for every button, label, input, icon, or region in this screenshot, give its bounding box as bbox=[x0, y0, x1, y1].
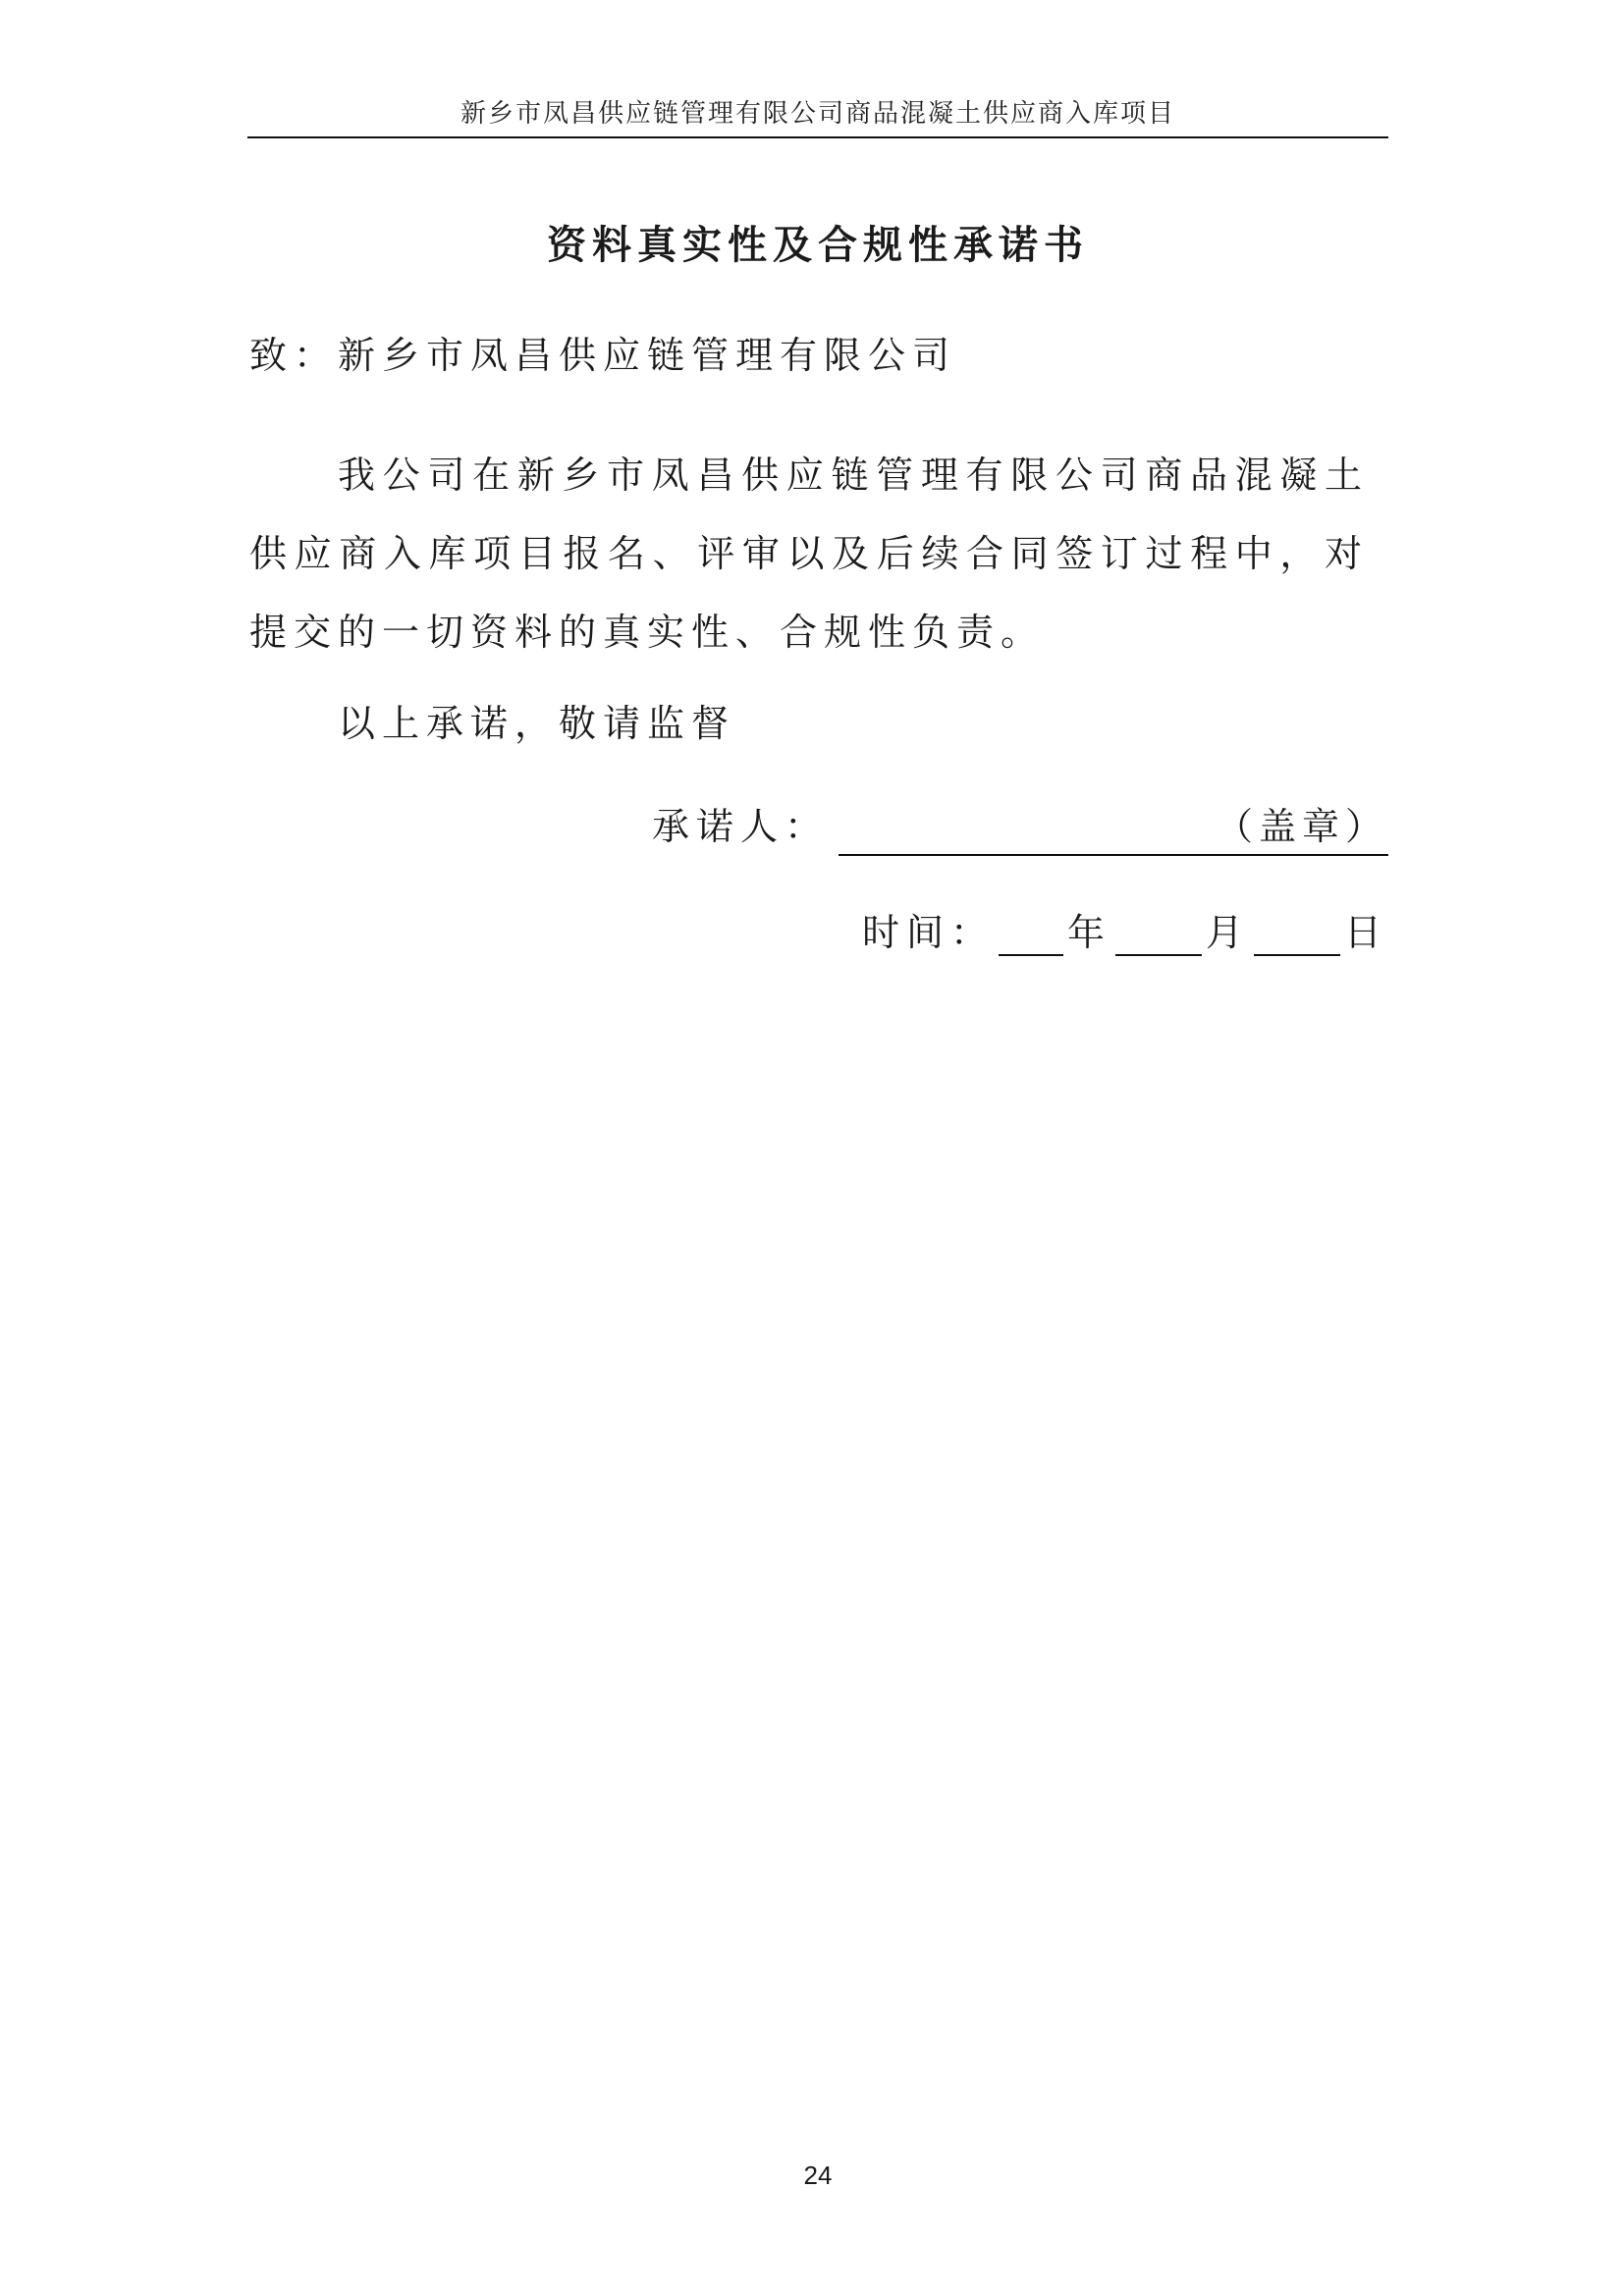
date-row bbox=[862, 903, 1388, 962]
seal-note: （盖章） bbox=[1215, 805, 1388, 848]
signature-blank bbox=[839, 799, 1388, 856]
header-divider bbox=[247, 136, 1388, 138]
signature-label: 承诺人： bbox=[651, 805, 829, 848]
month-label: 月 bbox=[1205, 911, 1250, 954]
signature-row bbox=[652, 797, 1388, 856]
addressee-line: 致：新乡市凤昌供应链管理有限公司 bbox=[249, 334, 957, 377]
year-label: 年 bbox=[1066, 911, 1111, 954]
day-blank bbox=[1254, 909, 1340, 956]
page-number: 24 bbox=[803, 2161, 833, 2190]
document-title: 资料真实性及合规性承诺书 bbox=[547, 223, 1089, 268]
running-header: 新乡市凤昌供应链管理有限公司商品混凝土供应商入库项目 bbox=[460, 99, 1175, 129]
day-label: 日 bbox=[1343, 911, 1388, 954]
year-blank bbox=[999, 909, 1063, 956]
month-blank bbox=[1115, 909, 1202, 956]
closing-line: 以上承诺，敬请监督 bbox=[338, 702, 736, 745]
commitment-paragraph: 我公司在新乡市凤昌供应链管理有限公司商品混凝土供应商入库项目报名、评审以及后续合同签订过程中，对提交的一切资料的真实性、合规性负责。 bbox=[249, 454, 1369, 654]
date-label: 时间： bbox=[861, 911, 995, 954]
